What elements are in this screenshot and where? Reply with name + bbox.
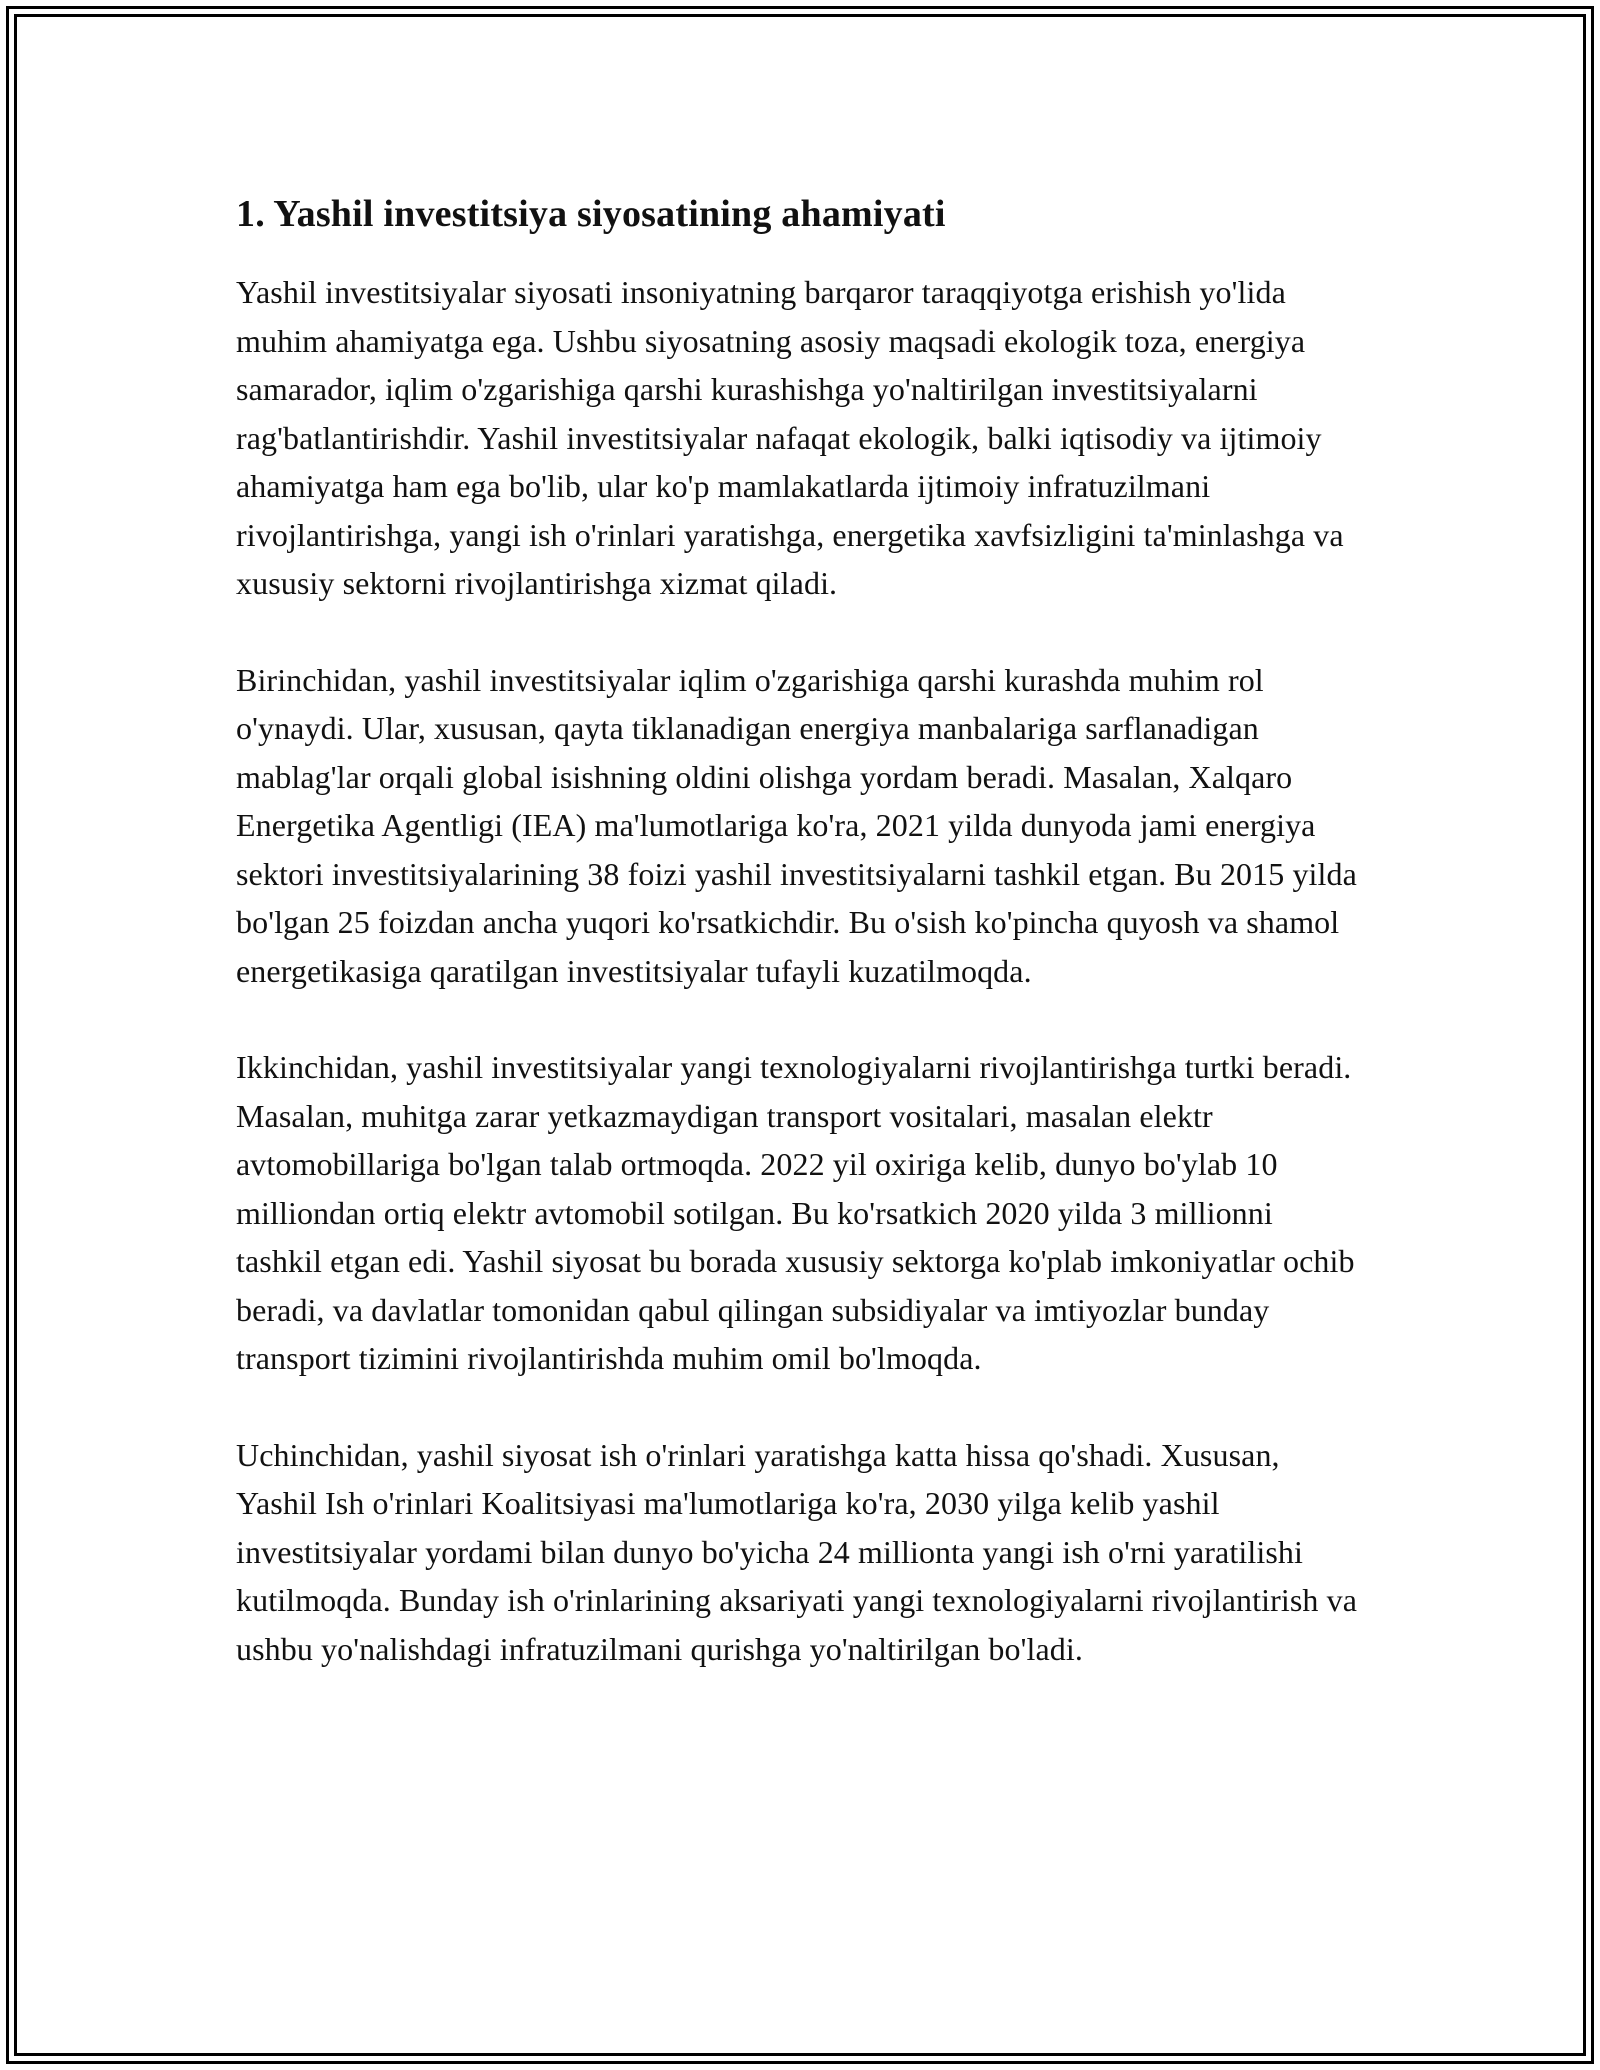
paragraph-intro: Yashil investitsiyalar siyosati insoniyatning barqaror taraqqiyotga erishish yo'lida muhim ahamiyatga ega. Ushbu siyosatning asosiy maqsadi ekologik toza, energiya samarador, iqlim o'zgarishiga qarshi kurashishga yo'naltirilgan investitsiyalarni rag'batlantirishdir. Yashil investitsiyalar nafaqat ekologik, balki iqtisodiy va ijtimoiy ahamiyatga ham ega bo'lib, ular ko'p mamlakatlarda ijtimoiy infratuzilmani rivojlantirishga, yangi ish o'rinlari yaratishga, energetika xavfsizligini ta'minlashga va xususiy sektorni rivojlantirishga xizmat qiladi. bbox=[236, 274, 1344, 601]
section-heading: 1. Yashil investitsiya siyosatining ahamiyati bbox=[236, 193, 946, 235]
paragraph-first: Birinchidan, yashil investitsiyalar iqlim o'zgarishiga qarshi kurashda muhim rol o'ynaydi. Ular, xususan, qayta tiklanadigan energiya manbalariga sarflanadigan mablag'lar orqali global isishning oldini olishga yordam beradi. Masalan, Xalqaro Energetika Agentligi (IEA) ma'lumotlariga ko'ra, 2021 yilda dunyoda jami energiya sektori investitsiyalarining 38 foizi yashil investitsiyalarni tashkil etgan. Bu 2015 yilda bo'lgan 25 foizdan ancha yuqori ko'rsatkichdir. Bu o'sish ko'pincha quyosh va shamol energetikasiga qaratilgan investitsiyalar tufayli kuzatilmoqda. bbox=[236, 661, 1357, 989]
paragraph-third: Uchinchidan, yashil siyosat ish o'rinlari yaratishga katta hissa qo'shadi. Xususan, Yashil Ish o'rinlari Koalitsiyasi ma'lumotlariga ko'ra, 2030 yilga kelib yashil investitsiyalar yordami bilan dunyo bo'yicha 24 millionta yangi ish o'rni yaratilishi kutilmoqda. Bunday ish o'rinlarining aksariyati yangi texnologiyalarni rivojlantirish va ushbu yo'nalishdagi infratuzilmani qurishga yo'naltirilgan bo'ladi. bbox=[236, 1436, 1358, 1667]
paragraph-second: Ikkinchidan, yashil investitsiyalar yangi texnologiyalarni rivojlantirishga turtki beradi. Masalan, muhitga zarar yetkazmaydigan transport vositalari, masalan elektr avtomobillariga bo'lgan talab ortmoqda. 2022 yil oxiriga kelib, dunyo bo'ylab 10 milliondan ortiq elektr avtomobil sotilgan. Bu ko'rsatkich 2020 yilda 3 millionni tashkil etgan edi. Yashil siyosat bu borada xususiy sektorga ko'plab imkoniyatlar ochib beradi, va davlatlar tomonidan qabul qilingan subsidiyalar va imtiyozlar bunday transport tizimini rivojlantirishda muhim omil bo'lmoqda. bbox=[236, 1049, 1355, 1376]
document-body bbox=[236, 186, 1366, 1721]
